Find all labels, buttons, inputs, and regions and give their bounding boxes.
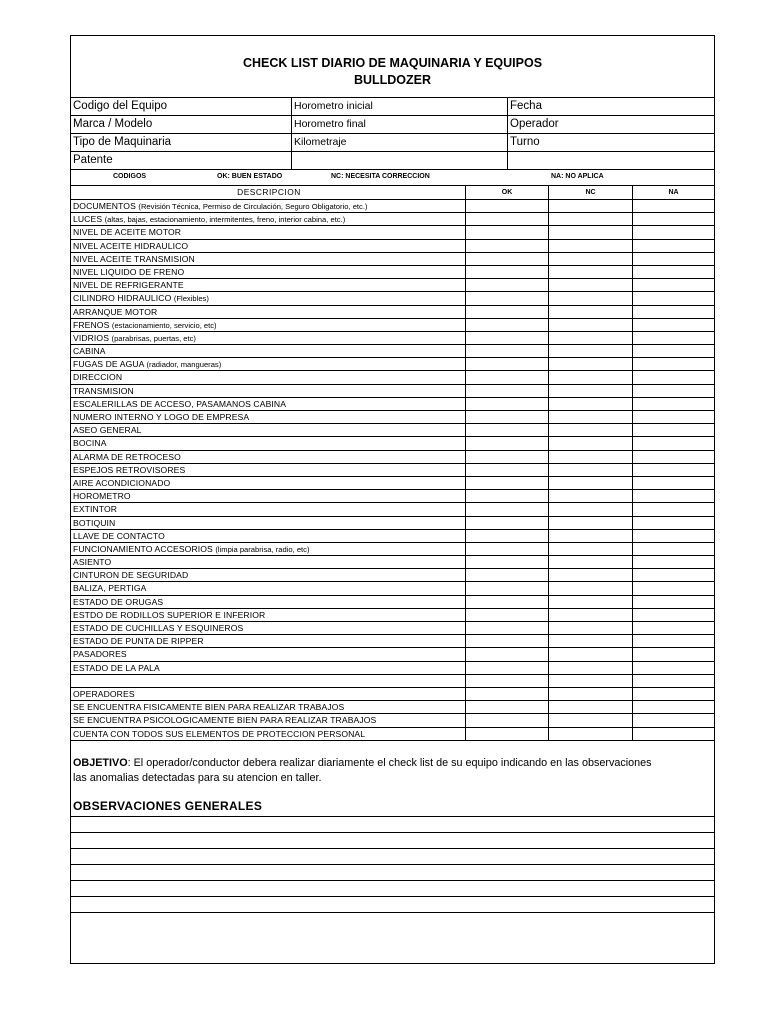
check-cell-nc[interactable] [549,688,633,700]
table-row [71,253,714,266]
check-cell-na[interactable] [633,530,714,542]
table-row [71,517,714,530]
table-row [71,609,714,622]
table-row [71,358,714,371]
check-cell-na[interactable] [633,319,714,331]
check-cell-ok[interactable] [466,279,549,291]
check-cell-ok[interactable] [466,543,549,555]
check-cell-ok[interactable] [466,345,549,357]
check-cell-na[interactable] [633,728,714,740]
check-cell-nc[interactable] [549,240,633,252]
item-description [71,609,466,621]
table-row [71,398,714,411]
check-cell-ok[interactable] [466,714,549,726]
item-main: ESCALERILLAS DE ACCESO, PASAMANOS CABINA [73,398,287,409]
check-cell-nc[interactable] [549,701,633,713]
item-description [71,596,466,608]
table-row [71,292,714,305]
table-row [71,648,714,661]
check-cell-na[interactable] [633,662,714,674]
table-row [71,451,714,464]
table-row [71,477,714,490]
item-description [71,292,466,304]
item-description [71,517,466,529]
checklist-table [71,186,714,741]
page-title: CHECK LIST DIARIO DE MAQUINARIA Y EQUIPOS [242,56,543,70]
table-row [71,411,714,424]
check-cell-na[interactable] [633,556,714,568]
check-cell-ok[interactable] [466,490,549,502]
table-row [71,675,714,688]
item-main: DIRECCION [73,372,123,383]
check-cell-na[interactable] [633,622,714,634]
check-cell-ok[interactable] [466,530,549,542]
item-main: ESTDO DE RODILLOS SUPERIOR E INFERIOR [73,609,266,620]
item-main: BOTIQUIN [73,517,116,528]
check-cell-na[interactable] [633,675,714,687]
info-label-marca[interactable]: Marca / Modelo [71,116,292,133]
objetivo-line2: las anomalias detectadas para su atencion en taller. [73,772,322,784]
check-cell-na[interactable] [633,345,714,357]
codes-label: CODIGOS [113,173,147,180]
check-cell-nc[interactable] [549,464,633,476]
item-description [71,714,466,726]
item-main: EXTINTOR [73,504,118,515]
check-cell-na[interactable] [633,569,714,581]
item-description [71,240,466,252]
item-main: OPERADORES [73,688,135,699]
check-cell-na[interactable] [633,240,714,252]
info-label-tipo[interactable]: Tipo de Maquinaria [71,134,292,151]
check-cell-nc[interactable] [549,635,633,647]
page-subtitle: BULLDOZER [353,73,432,87]
item-description [71,451,466,463]
item-description [71,648,466,660]
item-main: FRENOS [73,319,110,330]
check-cell-ok[interactable] [466,319,549,331]
check-cell-ok[interactable] [466,503,549,515]
check-cell-na[interactable] [633,385,714,397]
item-main: TRANSMISION [73,385,134,396]
item-main: CILINDRO HIDRAULICO [73,293,172,304]
item-main: NIVEL ACEITE TRANSMISION [73,253,195,264]
item-main: NUMERO INTERNO Y LOGO DE EMPRESA [73,412,250,422]
observaciones-line[interactable] [71,864,714,865]
observaciones-line[interactable] [71,816,714,817]
item-main: CABINA [73,346,106,357]
table-row [71,266,714,279]
table-row [71,226,714,239]
item-main: CINTURON DE SEGURIDAD [73,570,189,581]
item-detail: (Flexibles) [173,294,209,304]
code-nc: NC: NECESITA CORRECCION [331,173,430,180]
check-cell-nc[interactable] [549,424,633,436]
check-cell-ok[interactable] [466,332,549,344]
code-ok: OK: BUEN ESTADO [217,173,283,180]
table-row [71,332,714,345]
check-cell-na[interactable] [633,213,714,225]
table-row [71,464,714,477]
info-row [71,97,714,116]
check-cell-na[interactable] [633,358,714,370]
check-cell-ok[interactable] [466,411,549,423]
item-main: LUCES [73,214,103,225]
info-label-fecha[interactable]: Fecha [510,100,542,112]
check-cell-ok[interactable] [466,437,549,449]
check-cell-na[interactable] [633,306,714,318]
observaciones-line[interactable] [71,880,714,881]
check-cell-nc[interactable] [549,503,633,515]
check-cell-ok[interactable] [466,213,549,225]
item-detail: (parabrisas, puertas, etc) [111,333,196,343]
item-main: FUGAS DE AGUA [73,359,145,370]
check-cell-na[interactable] [633,464,714,476]
info-label-operador[interactable]: Operador [510,118,559,130]
check-cell-na[interactable] [633,266,714,278]
check-cell-ok[interactable] [466,240,549,252]
item-description [71,662,466,674]
item-description [71,688,466,700]
info-cell-empty[interactable] [508,152,714,169]
info-label-kilometraje[interactable]: Kilometraje [292,134,508,151]
item-description [71,543,466,555]
item-description [71,213,466,225]
header-nc: NC [549,186,633,199]
item-description [71,411,466,423]
check-cell-ok[interactable] [466,556,549,568]
table-row [71,279,714,292]
check-cell-ok[interactable] [466,398,549,410]
check-cell-ok[interactable] [466,226,549,238]
info-label-horometro-inicial[interactable]: Horometro inicial [292,98,508,115]
item-main: ARRANQUE MOTOR [73,306,158,317]
item-description [71,279,466,291]
info-cell-empty[interactable] [292,152,508,169]
item-description [71,371,466,383]
info-row [71,134,714,152]
check-cell-ok[interactable] [466,675,549,687]
item-description [71,477,466,489]
item-main: ASIENTO [73,557,112,568]
item-description [71,358,466,370]
check-cell-na[interactable] [633,292,714,304]
item-description [71,464,466,476]
table-row [71,543,714,556]
check-cell-ok[interactable] [466,688,549,700]
check-cell-na[interactable] [633,609,714,621]
check-cell-nc[interactable] [549,728,633,740]
objetivo-label: OBJETIVO [73,757,128,769]
info-row [71,152,714,170]
check-cell-nc[interactable] [549,675,633,687]
check-cell-ok[interactable] [466,609,549,621]
check-cell-nc[interactable] [549,266,633,278]
item-description [71,226,466,238]
check-cell-nc[interactable] [549,662,633,674]
item-detail: (altas, bajas, estacionamiento, intermitentes, freno, interior cabina, etc.) [104,215,346,225]
check-cell-ok[interactable] [466,451,549,463]
check-cell-ok[interactable] [466,385,549,397]
item-description [71,569,466,581]
table-row [71,371,714,384]
check-cell-nc[interactable] [549,569,633,581]
check-cell-na[interactable] [633,332,714,344]
check-cell-na[interactable] [633,648,714,660]
check-cell-nc[interactable] [549,609,633,621]
check-cell-ok[interactable] [466,477,549,489]
item-main: LLAVE DE CONTACTO [73,530,165,541]
check-cell-na[interactable] [633,411,714,423]
table-row [71,582,714,595]
item-description [71,437,466,449]
item-main: VIDRIOS [73,332,110,343]
table-row [71,635,714,648]
check-cell-ok[interactable] [466,728,549,740]
item-detail: (radiador, mangueras) [146,360,222,370]
item-detail: (estacionamiento, servicio, etc) [111,320,217,330]
check-cell-nc[interactable] [549,648,633,660]
table-row [71,213,714,226]
check-cell-nc[interactable] [549,451,633,463]
objetivo-text: OBJETIVO: El operador/conductor debera realizar diariamente el check list de su equipo indicando en las observaciones las anomalias detectadas para su atencion en taller. [73,757,652,784]
item-main: NIVEL ACEITE HIDRAULICO [73,240,189,251]
item-main: ESTADO DE LA PALA [73,662,160,673]
check-cell-na[interactable] [633,371,714,383]
check-cell-ok[interactable] [466,569,549,581]
checklist-sheet [70,35,715,964]
info-label-equipo[interactable]: Codigo del Equipo [71,98,292,115]
item-main: ESTADO DE CUCHILLAS Y ESQUINEROS [73,623,244,633]
table-header [71,186,714,200]
item-description [71,490,466,502]
table-row [71,569,714,582]
table-row [71,385,714,398]
check-cell-na[interactable] [633,437,714,449]
check-cell-ok[interactable] [466,635,549,647]
check-cell-nc[interactable] [549,385,633,397]
observaciones-line[interactable] [71,896,714,897]
check-cell-ok[interactable] [466,596,549,608]
check-cell-nc[interactable] [549,543,633,555]
table-row [71,622,714,635]
table-row [71,728,714,741]
check-cell-na[interactable] [633,517,714,529]
check-cell-ok[interactable] [466,306,549,318]
check-cell-nc[interactable] [549,596,633,608]
item-description [71,345,466,357]
check-cell-ok[interactable] [466,648,549,660]
table-row [71,319,714,332]
item-main: BOCINA [73,438,107,449]
observaciones-line[interactable] [71,832,714,833]
table-row [71,345,714,358]
observaciones-line[interactable] [71,912,714,913]
table-row [71,424,714,437]
check-cell-nc[interactable] [549,292,633,304]
codes-legend [71,169,714,186]
info-row [71,116,714,134]
check-cell-nc[interactable] [549,622,633,634]
check-cell-ok[interactable] [466,292,549,304]
item-main: ESPEJOS RETROVISORES [73,464,186,475]
check-cell-nc[interactable] [549,477,633,489]
item-description [71,266,466,278]
table-row [71,490,714,503]
check-cell-nc[interactable] [549,345,633,357]
check-cell-na[interactable] [633,596,714,608]
check-cell-nc[interactable] [549,411,633,423]
header-descripcion: DESCRIPCION [71,186,466,199]
observaciones-title: OBSERVACIONES GENERALES [73,799,263,813]
table-row [71,701,714,714]
check-cell-ok[interactable] [466,582,549,594]
item-description [71,556,466,568]
check-cell-nc[interactable] [549,398,633,410]
table-row [71,306,714,319]
check-cell-nc[interactable] [549,437,633,449]
item-main: DOCUMENTOS [73,201,136,211]
check-cell-ok[interactable] [466,253,549,265]
item-description [71,253,466,265]
check-cell-na[interactable] [633,714,714,726]
check-cell-ok[interactable] [466,371,549,383]
check-cell-nc[interactable] [549,319,633,331]
item-description [71,503,466,515]
check-cell-nc[interactable] [549,556,633,568]
table-row [71,200,714,213]
observaciones-line[interactable] [71,848,714,849]
table-row [71,530,714,543]
table-row [71,662,714,675]
item-description [71,398,466,410]
check-cell-na[interactable] [633,226,714,238]
item-detail: (limpia parabrisa, radio, etc) [215,544,310,554]
check-cell-nc[interactable] [549,226,633,238]
header-ok: OK [466,186,549,199]
check-cell-na[interactable] [633,688,714,700]
item-description [71,728,466,740]
check-cell-ok[interactable] [466,701,549,713]
info-table [71,97,714,170]
item-main: NIVEL DE ACEITE MOTOR [73,227,182,238]
check-cell-nc[interactable] [549,213,633,225]
check-cell-na[interactable] [633,477,714,489]
check-cell-ok[interactable] [466,424,549,436]
item-description [71,675,466,687]
table-row [71,688,714,701]
item-description [71,385,466,397]
check-cell-na[interactable] [633,253,714,265]
objetivo-line1: El operador/conductor debera realizar diariamente el check list de su equipo indicando en las observaciones [133,757,652,769]
item-main: BALIZA, PERTIGA [73,583,147,594]
item-detail: (Revisión Técnica, Permiso de Circulación, Seguro Obligatorio, etc.) [138,202,368,211]
header [71,36,714,98]
check-cell-na[interactable] [633,200,714,212]
check-cell-ok[interactable] [466,662,549,674]
item-description [71,424,466,436]
header-na: NA [668,189,679,196]
item-main: PASADORES [73,649,127,660]
item-main: ESTADO DE ORUGAS [73,596,164,607]
check-cell-ok[interactable] [466,464,549,476]
check-cell-ok[interactable] [466,517,549,529]
item-description [71,582,466,594]
check-cell-na[interactable] [633,701,714,713]
check-cell-na[interactable] [633,398,714,410]
item-description [71,319,466,331]
check-cell-nc[interactable] [549,517,633,529]
check-cell-ok[interactable] [466,358,549,370]
item-description [71,200,466,212]
check-cell-na[interactable] [633,503,714,515]
check-cell-ok[interactable] [466,266,549,278]
check-cell-na[interactable] [633,451,714,463]
item-main: HOROMETRO [73,491,131,502]
check-cell-na[interactable] [633,279,714,291]
check-cell-ok[interactable] [466,622,549,634]
item-description [71,530,466,542]
check-cell-na[interactable] [633,543,714,555]
item-description [71,332,466,344]
check-cell-na[interactable] [633,582,714,594]
table-row [71,714,714,727]
check-cell-nc[interactable] [549,279,633,291]
item-description [71,306,466,318]
check-cell-nc[interactable] [549,200,633,212]
info-label-patente[interactable]: Patente [71,152,292,169]
table-row [71,596,714,609]
item-description [71,635,466,647]
item-main: CUENTA CON TODOS SUS ELEMENTOS DE PROTECCION PERSONAL [73,728,366,739]
check-cell-nc[interactable] [549,582,633,594]
check-cell-na[interactable] [633,490,714,502]
info-label-horometro-final[interactable]: Horometro final [292,116,508,133]
check-cell-nc[interactable] [549,530,633,542]
check-cell-nc[interactable] [549,253,633,265]
info-label-turno[interactable]: Turno [510,136,540,148]
item-main: ASEO GENERAL [73,425,142,436]
item-main: AIRE ACONDICIONADO [73,477,171,488]
table-row [71,437,714,450]
code-na: NA: NO APLICA [551,173,604,180]
item-main: NIVEL DE REFRIGERANTE [73,280,184,291]
check-cell-ok[interactable] [466,200,549,212]
check-cell-na[interactable] [633,635,714,647]
table-row [71,556,714,569]
item-main: ESTADO DE PUNTA DE RIPPER [73,636,204,647]
item-main: FUNCIONAMIENTO ACCESORIOS [73,543,213,554]
check-cell-nc[interactable] [549,358,633,370]
check-cell-nc[interactable] [549,306,633,318]
item-description [71,701,466,713]
check-cell-nc[interactable] [549,371,633,383]
item-description [71,622,466,634]
item-main: SE ENCUENTRA FISICAMENTE BIEN PARA REALIZAR TRABAJOS [73,702,345,713]
table-row [71,240,714,253]
check-cell-nc[interactable] [549,714,633,726]
check-cell-na[interactable] [633,424,714,436]
item-main: ALARMA DE RETROCESO [73,451,181,462]
check-cell-nc[interactable] [549,490,633,502]
item-main: SE ENCUENTRA PSICOLOGICAMENTE BIEN PARA REALIZAR TRABAJOS [73,715,377,726]
table-row [71,503,714,516]
check-cell-nc[interactable] [549,332,633,344]
item-main: NIVEL LIQUIDO DE FRENO [73,266,185,277]
